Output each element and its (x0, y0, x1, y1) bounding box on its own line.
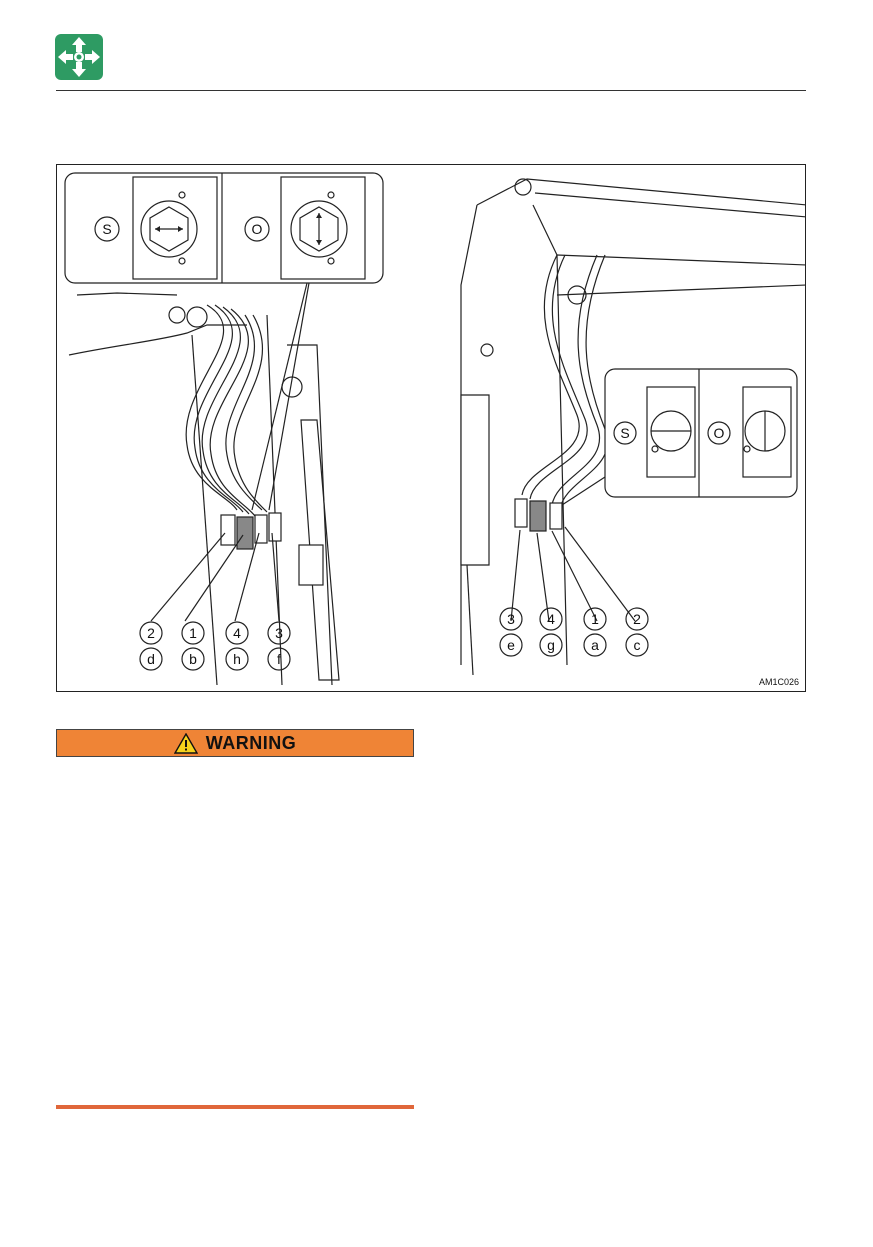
right-inset-s-label: S (620, 425, 630, 441)
hydraulic-hose-figure (56, 164, 806, 692)
callout-letter: e (507, 637, 515, 653)
callout-number: 3 (275, 625, 283, 641)
section-divider (56, 1105, 414, 1109)
callout-letter: b (189, 651, 197, 667)
callout-letter: h (233, 651, 241, 667)
callout-letter: a (591, 637, 599, 653)
right-inset-o-label: O (713, 425, 725, 441)
callout-number: 2 (147, 625, 155, 641)
warning-banner (56, 729, 414, 757)
callout-letter: c (633, 637, 641, 653)
left-inset-o-label: O (251, 221, 263, 237)
callout-number: 1 (591, 611, 599, 627)
callout-number: 4 (233, 625, 241, 641)
callout-letter: g (547, 637, 555, 653)
callout-number: 2 (633, 611, 641, 627)
callout-number: 4 (547, 611, 555, 627)
logo-move-icon (55, 34, 103, 80)
warning-title: WARNING (205, 732, 297, 753)
callout-number: 1 (189, 625, 197, 641)
left-inset-s-label: S (102, 221, 112, 237)
warning-triangle-icon (174, 733, 198, 754)
header-rule (56, 90, 806, 91)
figure-drawing (57, 165, 806, 692)
callout-number: 3 (507, 611, 515, 627)
callout-letter: f (277, 651, 281, 667)
callout-letter: d (147, 651, 155, 667)
figure-code: AM1C026 (758, 677, 799, 687)
